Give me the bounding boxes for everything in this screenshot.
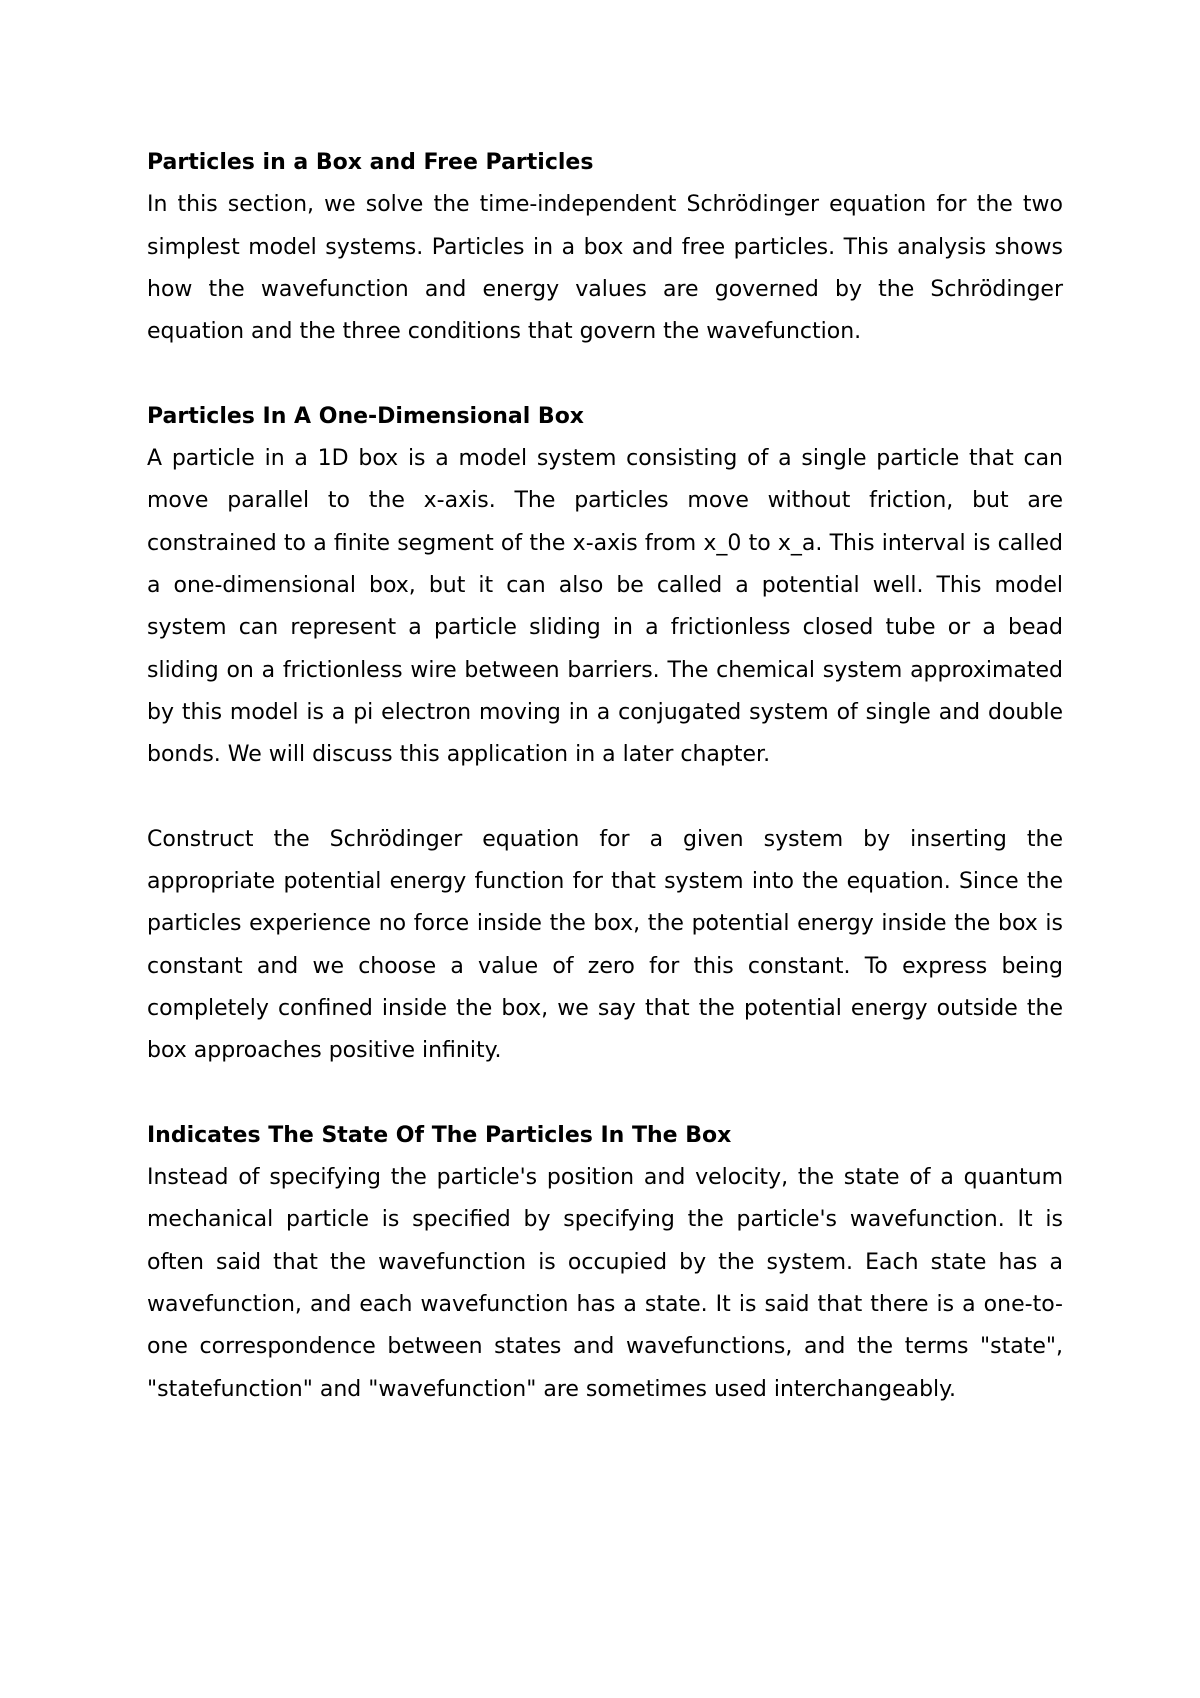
section-heading-particles-in-a-box: Particles in a Box and Free Particles <box>147 150 594 175</box>
paragraph-spacer <box>147 353 1063 395</box>
paragraph-state-wavefunction: Instead of specifying the particle's position and velocity, the state of a quantum mechanical particle is specified by specifying the particle's wavefunction. It is often said that the wavefunction is occupied by the system. Each state has a wavefunction, and each wavefunction has a state. It is said that there is a one-to-one correspondence between states and wavefunctions, and the terms "state", "statefunction" and "wavefunction" are sometimes used interchangeably. <box>147 1165 1063 1402</box>
paragraph-spacer <box>147 776 1063 818</box>
section-heading-state-of-particles: Indicates The State Of The Particles In The Box <box>147 1122 732 1148</box>
section-heading-one-dimensional-box: Particles In A One-Dimensional Box <box>147 403 584 429</box>
document-page <box>147 142 1063 1411</box>
paragraph-schrodinger-construction: Construct the Schrödinger equation for a given system by inserting the appropriate potential energy function for that system into the equation. Since the particles experience no force inside the box, the potential energy inside the box is constant and we choose a value of zero for this constant. To express being completely confined inside the box, we say that the potential energy outside the box approaches positive infinity. <box>147 826 1063 1064</box>
paragraph-1d-box-description: A particle in a 1D box is a model system consisting of a single particle that can move parallel to the x-axis. The particles move without friction, but are constrained to a finite segment of the x-axis from x_0 to x_a. This interval is called a one-dimensional box, but it can also be called a potential well. This model system can represent a particle sliding in a frictionless closed tube or a bead sliding on a frictionless wire between barriers. The chemical system approximated by this model is a pi electron moving in a conjugated system of single and double bonds. We will discuss this application in a later chapter. <box>147 446 1063 768</box>
paragraph-spacer <box>147 1073 1063 1115</box>
paragraph-intro: In this section, we solve the time-independent Schrödinger equation for the two simplest model systems. Particles in a box and free particles. This analysis shows how the wavefunction and energy values are governed by the Schrödinger equation and the three conditions that govern the wavefunction. <box>147 192 1063 345</box>
